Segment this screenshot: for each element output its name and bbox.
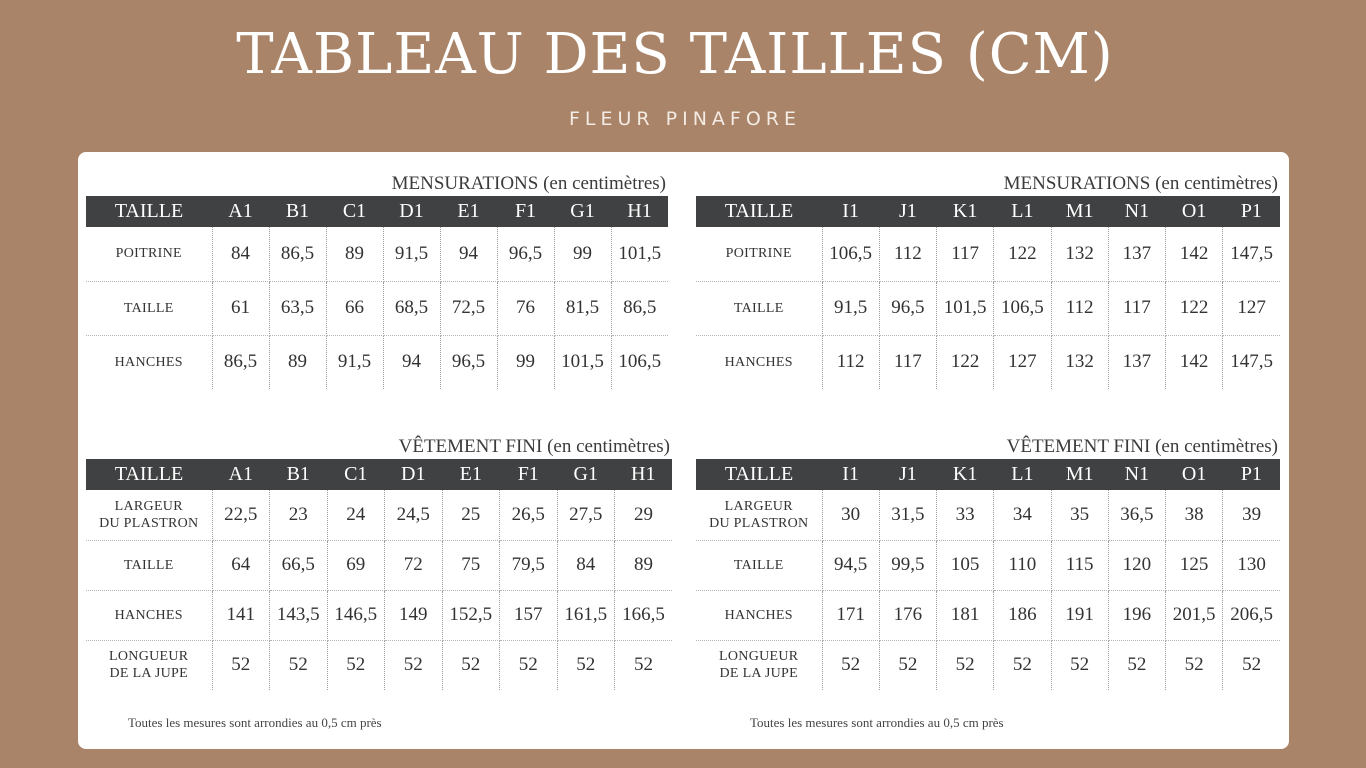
measurement-cell: 30 <box>822 490 879 540</box>
measurement-cell: 99 <box>497 335 554 389</box>
measurement-cell: 86,5 <box>611 281 668 335</box>
measurement-cell: 24 <box>327 490 385 540</box>
measurement-cell: 105 <box>937 540 994 590</box>
header-size-code: L1 <box>994 196 1051 227</box>
table-row <box>696 640 1280 690</box>
measurement-cell: 52 <box>1166 640 1223 690</box>
measurement-cell: 52 <box>937 640 994 690</box>
table-row <box>696 227 1280 281</box>
measurement-cell: 86,5 <box>269 227 326 281</box>
row-label: HANCHES <box>86 590 212 640</box>
measurement-cell: 127 <box>1223 281 1280 335</box>
measurement-cell: 23 <box>270 490 328 540</box>
measurement-cell: 125 <box>1166 540 1223 590</box>
table-header-row <box>86 459 672 490</box>
measurement-cell: 143,5 <box>270 590 328 640</box>
measurement-cell: 142 <box>1166 227 1223 281</box>
measurement-cell: 157 <box>500 590 558 640</box>
measurement-cell: 86,5 <box>212 335 269 389</box>
measurement-cell: 112 <box>1051 281 1108 335</box>
table-row <box>86 640 672 690</box>
measurement-cell: 137 <box>1108 227 1165 281</box>
measurement-cell: 166,5 <box>615 590 673 640</box>
measurement-cell: 52 <box>1051 640 1108 690</box>
measurement-cell: 132 <box>1051 335 1108 389</box>
measurement-cell: 94 <box>440 227 497 281</box>
measurement-table <box>86 459 672 690</box>
measurement-cell: 101,5 <box>554 335 611 389</box>
measurement-cell: 52 <box>994 640 1051 690</box>
measurement-cell: 68,5 <box>383 281 440 335</box>
header-size-code: E1 <box>440 196 497 227</box>
measurement-cell: 72 <box>385 540 443 590</box>
header-size-label: TAILLE <box>696 196 822 227</box>
measurement-table <box>696 459 1280 690</box>
measurement-cell: 161,5 <box>557 590 615 640</box>
table-caption: VÊTEMENT FINI (en centimètres) <box>1006 436 1278 457</box>
measurement-cell: 36,5 <box>1108 490 1165 540</box>
measurement-cell: 94,5 <box>822 540 879 590</box>
measurement-table <box>696 196 1280 389</box>
row-label: LONGUEUR DE LA JUPE <box>86 640 212 690</box>
measurement-cell: 117 <box>879 335 936 389</box>
measurement-cell: 149 <box>385 590 443 640</box>
header-size-code: F1 <box>500 459 558 490</box>
table-row <box>696 590 1280 640</box>
size-table <box>696 172 1280 389</box>
measurement-cell: 89 <box>615 540 673 590</box>
header-size-label: TAILLE <box>696 459 822 490</box>
table-header-row <box>696 459 1280 490</box>
table-row <box>696 490 1280 540</box>
page-subtitle: FLEUR PINAFORE <box>568 108 802 130</box>
measurement-cell: 122 <box>937 335 994 389</box>
measurement-cell: 152,5 <box>442 590 500 640</box>
header-size-code: N1 <box>1108 459 1165 490</box>
size-chart-card <box>78 152 1289 749</box>
size-table <box>86 435 672 690</box>
measurement-cell: 201,5 <box>1166 590 1223 640</box>
size-table <box>86 172 668 389</box>
table-row <box>86 227 668 281</box>
measurement-cell: 94 <box>383 335 440 389</box>
measurement-cell: 146,5 <box>327 590 385 640</box>
header-size-code: P1 <box>1223 196 1280 227</box>
measurement-cell: 35 <box>1051 490 1108 540</box>
measurement-cell: 91,5 <box>383 227 440 281</box>
measurement-cell: 61 <box>212 281 269 335</box>
measurement-cell: 206,5 <box>1223 590 1280 640</box>
measurement-cell: 171 <box>822 590 879 640</box>
measurement-cell: 181 <box>937 590 994 640</box>
row-label: TAILLE <box>696 281 822 335</box>
measurement-cell: 117 <box>937 227 994 281</box>
measurement-cell: 99 <box>554 227 611 281</box>
table-header-row <box>696 196 1280 227</box>
table-row <box>696 540 1280 590</box>
row-label: TAILLE <box>696 540 822 590</box>
table-header-row <box>86 196 668 227</box>
measurement-cell: 96,5 <box>440 335 497 389</box>
header-size-code: G1 <box>554 196 611 227</box>
measurement-cell: 115 <box>1051 540 1108 590</box>
table-row <box>86 335 668 389</box>
measurement-cell: 66,5 <box>270 540 328 590</box>
measurement-cell: 196 <box>1108 590 1165 640</box>
measurement-cell: 52 <box>1242 654 1262 676</box>
measurement-cell: 106,5 <box>994 281 1051 335</box>
measurement-cell: 147,5 <box>1223 227 1280 281</box>
header-size-label: TAILLE <box>86 459 212 490</box>
measurement-cell: 130 <box>1223 540 1280 590</box>
row-label: TAILLE <box>86 281 212 335</box>
measurement-table <box>86 196 668 389</box>
measurement-cell: 176 <box>879 590 936 640</box>
header-size-code: I1 <box>822 196 879 227</box>
measurement-cell: 147,5 <box>1230 351 1273 373</box>
measurement-cell: 117 <box>1108 281 1165 335</box>
measurement-cell: 69 <box>327 540 385 590</box>
header-size-code: D1 <box>385 459 443 490</box>
measurement-cell: 75 <box>442 540 500 590</box>
row-label: LONGUEUR DE LA JUPE <box>696 640 822 690</box>
measurement-cell: 89 <box>269 335 326 389</box>
header-size-code: H1 <box>611 196 668 227</box>
table-caption: VÊTEMENT FINI (en centimètres) <box>398 436 670 457</box>
header-size-code: H1 <box>615 459 673 490</box>
header-size-code: N1 <box>1108 196 1165 227</box>
measurement-cell: 99,5 <box>879 540 936 590</box>
row-label: TAILLE <box>86 540 212 590</box>
table-row <box>696 335 1280 389</box>
measurement-cell: 52 <box>442 640 500 690</box>
table-caption: MENSURATIONS (en centimètres) <box>391 173 666 194</box>
measurement-cell: 52 <box>212 640 270 690</box>
header-size-code: P1 <box>1223 459 1280 490</box>
header-size-code: C1 <box>327 459 385 490</box>
measurement-cell: 52 <box>557 640 615 690</box>
measurement-cell: 52 <box>634 654 653 676</box>
measurement-cell: 52 <box>879 640 936 690</box>
row-label: HANCHES <box>696 590 822 640</box>
rounding-note: Toutes les mesures sont arrondies au 0,5 cm près <box>750 715 1004 730</box>
row-label: POITRINE <box>86 227 212 281</box>
header-size-code: C1 <box>326 196 383 227</box>
measurement-cell: 110 <box>994 540 1051 590</box>
header-size-code: L1 <box>994 459 1051 490</box>
row-label: HANCHES <box>86 335 212 389</box>
measurement-cell: 141 <box>212 590 270 640</box>
measurement-cell: 112 <box>879 227 936 281</box>
table-caption: MENSURATIONS (en centimètres) <box>1003 173 1278 194</box>
header-size-code: G1 <box>557 459 615 490</box>
measurement-cell: 27,5 <box>557 490 615 540</box>
measurement-cell: 52 <box>385 640 443 690</box>
measurement-cell: 38 <box>1166 490 1223 540</box>
table-row <box>86 540 672 590</box>
row-label: POITRINE <box>696 227 822 281</box>
measurement-cell: 96,5 <box>497 227 554 281</box>
header-size-code: J1 <box>879 459 936 490</box>
measurement-cell: 101,5 <box>937 281 994 335</box>
header-size-code: O1 <box>1166 459 1223 490</box>
measurement-cell: 31,5 <box>879 490 936 540</box>
measurement-cell: 34 <box>994 490 1051 540</box>
size-table <box>696 435 1280 690</box>
measurement-cell: 84 <box>212 227 269 281</box>
table-row <box>86 590 672 640</box>
measurement-cell: 122 <box>994 227 1051 281</box>
measurement-cell: 122 <box>1166 281 1223 335</box>
measurement-cell: 91,5 <box>326 335 383 389</box>
measurement-cell: 66 <box>326 281 383 335</box>
measurement-cell: 33 <box>937 490 994 540</box>
header-size-code: M1 <box>1051 459 1108 490</box>
header-size-code: J1 <box>879 196 936 227</box>
header-size-label: TAILLE <box>86 196 212 227</box>
row-label: LARGEUR DU PLASTRON <box>86 490 212 540</box>
measurement-cell: 25 <box>442 490 500 540</box>
table-row <box>696 281 1280 335</box>
measurement-cell: 79,5 <box>500 540 558 590</box>
measurement-cell: 96,5 <box>879 281 936 335</box>
header-size-code: I1 <box>822 459 879 490</box>
rounding-note: Toutes les mesures sont arrondies au 0,5 cm près <box>128 715 382 730</box>
measurement-cell: 137 <box>1108 335 1165 389</box>
measurement-cell: 106,5 <box>618 351 662 373</box>
header-size-code: M1 <box>1051 196 1108 227</box>
measurement-cell: 112 <box>822 335 879 389</box>
measurement-cell: 29 <box>615 490 673 540</box>
table-row <box>86 281 668 335</box>
measurement-cell: 24,5 <box>385 490 443 540</box>
measurement-cell: 81,5 <box>554 281 611 335</box>
header-size-code: D1 <box>383 196 440 227</box>
header-size-code: E1 <box>442 459 500 490</box>
measurement-cell: 120 <box>1108 540 1165 590</box>
measurement-cell: 106,5 <box>822 227 879 281</box>
measurement-cell: 127 <box>994 335 1051 389</box>
measurement-cell: 52 <box>500 640 558 690</box>
measurement-cell: 52 <box>327 640 385 690</box>
measurement-cell: 52 <box>1108 640 1165 690</box>
header-size-code: A1 <box>212 196 269 227</box>
measurement-cell: 22,5 <box>212 490 270 540</box>
header-size-code: B1 <box>269 196 326 227</box>
measurement-cell: 72,5 <box>440 281 497 335</box>
page-title: TABLEAU DES TAILLES (CM) <box>236 22 1114 87</box>
measurement-cell: 26,5 <box>500 490 558 540</box>
measurement-cell: 84 <box>557 540 615 590</box>
measurement-cell: 52 <box>822 640 879 690</box>
measurement-cell: 39 <box>1223 490 1280 540</box>
measurement-cell: 101,5 <box>611 227 668 281</box>
measurement-cell: 89 <box>326 227 383 281</box>
measurement-cell: 64 <box>212 540 270 590</box>
measurement-cell: 52 <box>270 640 328 690</box>
measurement-cell: 63,5 <box>269 281 326 335</box>
row-label: HANCHES <box>696 335 822 389</box>
measurement-cell: 132 <box>1051 227 1108 281</box>
measurement-cell: 142 <box>1166 335 1223 389</box>
header-size-code: K1 <box>937 459 994 490</box>
measurement-cell: 76 <box>497 281 554 335</box>
header-size-code: K1 <box>937 196 994 227</box>
measurement-cell: 191 <box>1051 590 1108 640</box>
table-row <box>86 490 672 540</box>
row-label: LARGEUR DU PLASTRON <box>696 490 822 540</box>
measurement-cell: 91,5 <box>822 281 879 335</box>
measurement-cell: 186 <box>994 590 1051 640</box>
header-size-code: B1 <box>270 459 328 490</box>
header-size-code: O1 <box>1166 196 1223 227</box>
header-size-code: A1 <box>212 459 270 490</box>
header-size-code: F1 <box>497 196 554 227</box>
